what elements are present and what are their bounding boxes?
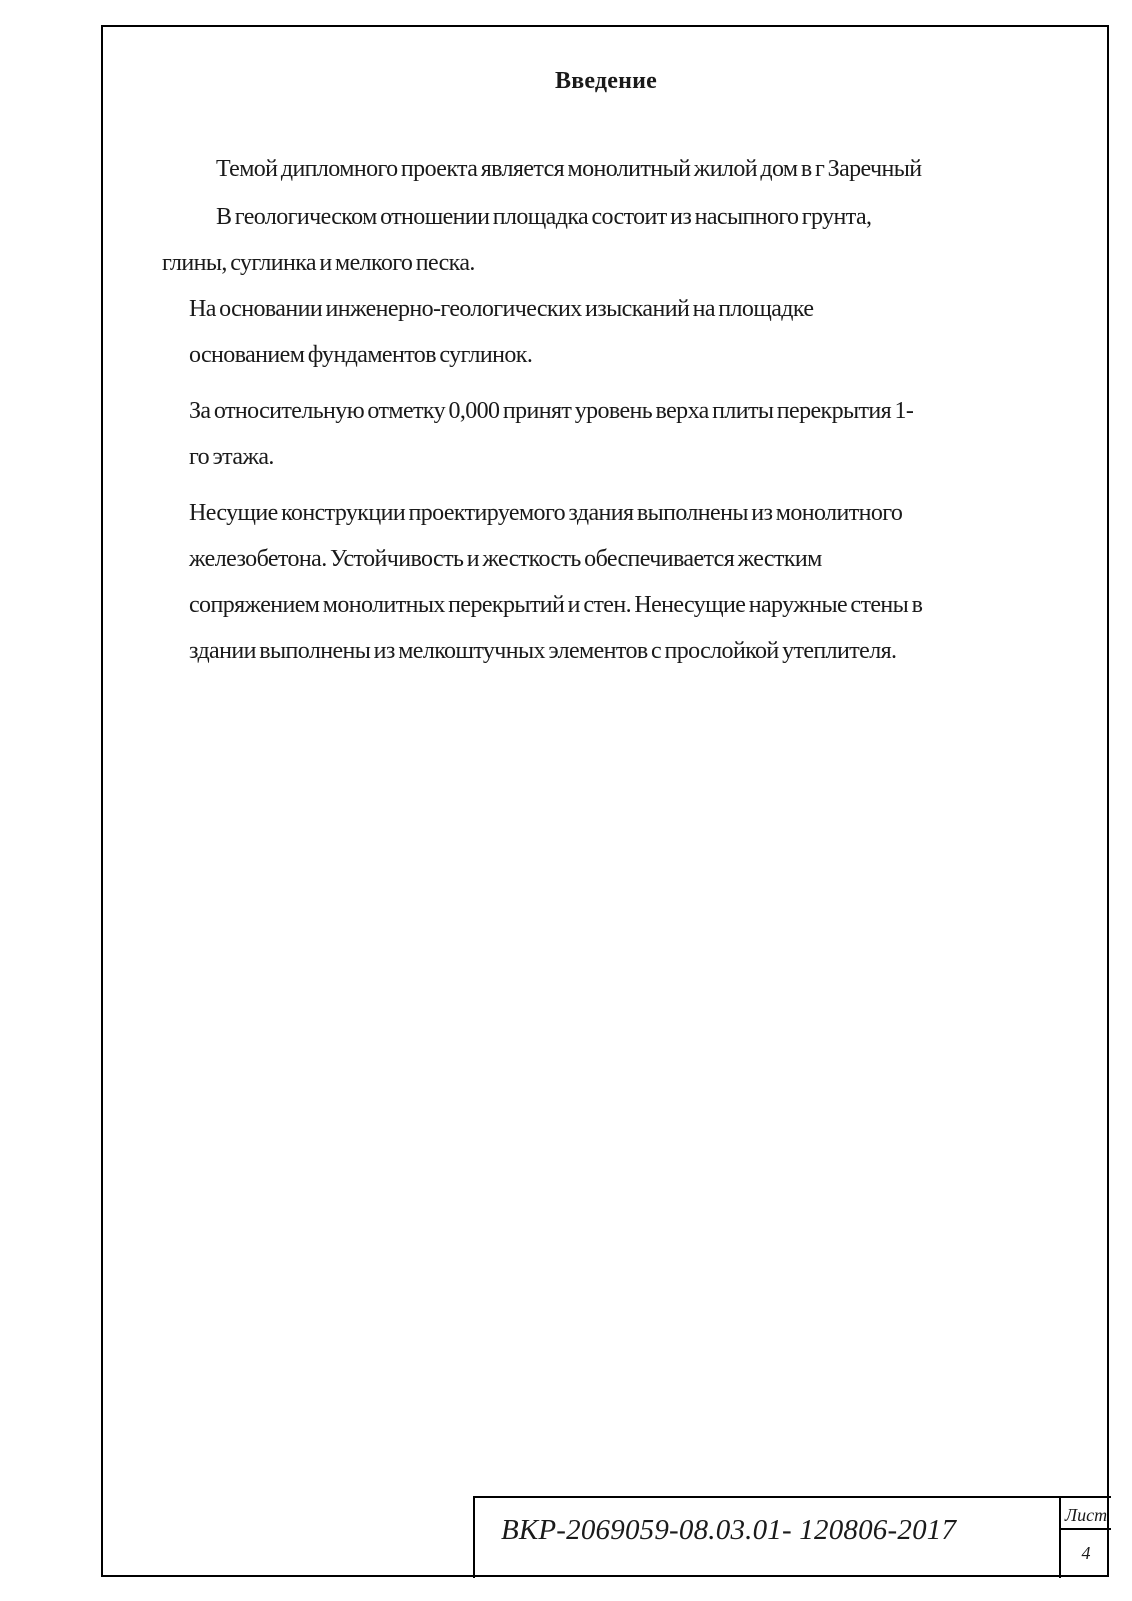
text-line: железобетона. Устойчивость и жесткость обеспечивается жестким [189, 546, 822, 572]
sheet-number: 4 [1081, 1543, 1091, 1563]
text-line: Темой дипломного проекта является монолитный жилой дом в г Заречный [216, 156, 922, 182]
page-title: Введение [554, 68, 657, 94]
text-line: В геологическом отношении площадка состоит из насыпного грунта, [216, 204, 872, 230]
sheet-label: Лист [1061, 1498, 1111, 1530]
text-line: основанием фундаментов суглинок. [189, 342, 533, 368]
text-line: За относительную отметку 0,000 принят уровень верха плиты перекрытия 1- [189, 398, 914, 424]
document-code: ВКР-2069059-08.03.01- 120806-2017 [501, 1514, 957, 1546]
text-line: Несущие конструкции проектируемого здания выполнены из монолитного [189, 500, 903, 526]
text-line: глины, суглинка и мелкого песка. [162, 250, 475, 276]
title-block [473, 1496, 1111, 1578]
text-line: го этажа. [189, 444, 274, 470]
text-line: здании выполнены из мелкоштучных элементов с прослойкой утеплителя. [189, 638, 897, 664]
text-line: сопряжением монолитных перекрытий и стен. Ненесущие наружные стены в [189, 592, 923, 618]
text-line: На основании инженерно-геологических изысканий на площадке [189, 296, 814, 322]
sheet-cell [1059, 1498, 1111, 1578]
